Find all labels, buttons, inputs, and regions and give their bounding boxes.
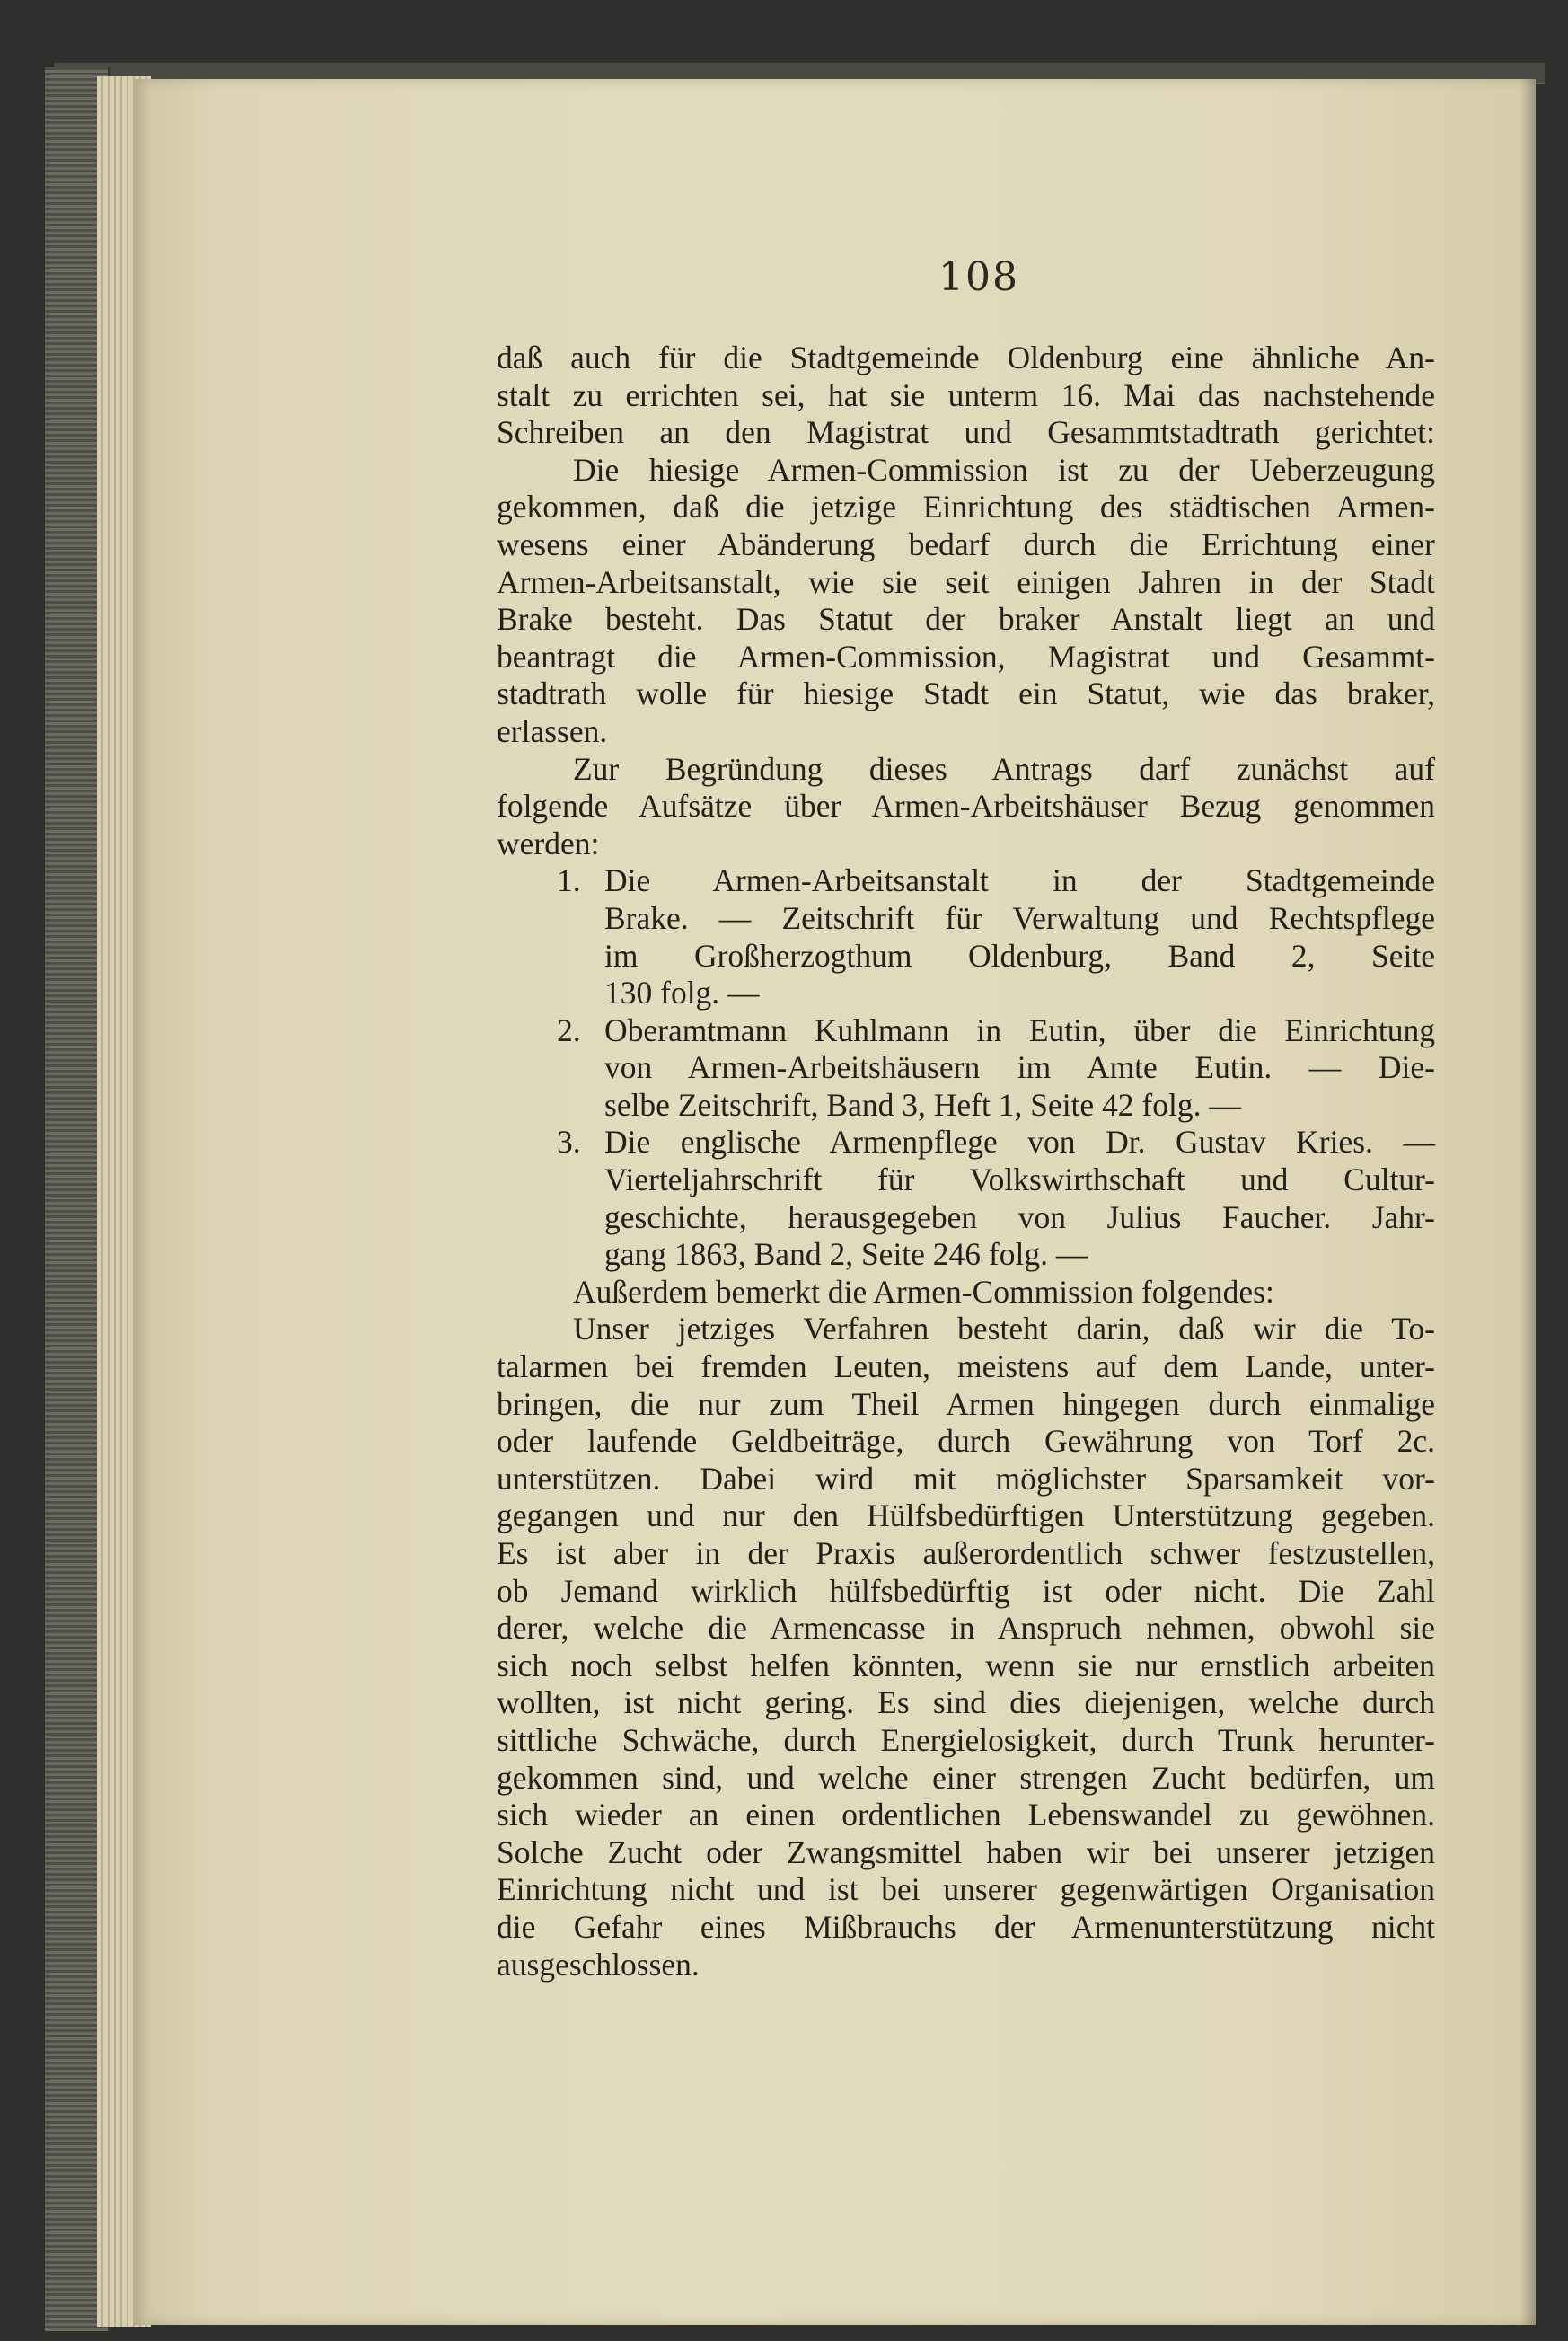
list-item-line: geschichte, herausgegeben von Julius Faucher. Jahr- [604,1198,1435,1235]
page-text [497,340,1435,1983]
text-line: ausgeschlossen. [497,1946,700,1983]
list-item [497,1124,1435,1273]
text-line: unterstützen. Dabei wird mit möglichster Sparsamkeit vor- [497,1460,1435,1497]
list-item-line: Oberamtmann Kuhlmann in Eutin, über die Einrichtung [604,1011,1435,1048]
text-line: Schreiben an den Magistrat und Gesammtstadtrath gerichtet: [497,414,1435,451]
text-line: folgende Aufsätze über Armen-Arbeitshäuser Bezug genommen [497,788,1435,825]
text-line: Unser jetziges Verfahren besteht darin, daß wir die To- [573,1311,1435,1347]
text-line: daß auch für die Stadtgemeinde Oldenburg eine ähnliche An- [497,340,1435,375]
text-line: wollten, ist nicht gering. Es sind dies diejenigen, welche durch [497,1684,1435,1721]
text-line: stalt zu errichten sei, hat sie unterm 16. Mai das nachstehende [497,376,1435,413]
text-line: wesens einer Abänderung bedarf durch die Errichtung einer [497,526,1435,562]
page-gutter-shadow [1520,79,1536,2325]
text-line: Brake besteht. Das Statut der braker Anstalt liegt an und [497,601,1435,638]
text-line: Außerdem bemerkt die Armen-Commission folgendes: [573,1273,1274,1310]
text-line: gekommen, daß die jetzige Einrichtung des städtischen Armen- [497,489,1435,526]
list-item-line: gang 1863, Band 2, Seite 246 folg. — [604,1236,1088,1273]
list-item-line: Brake. — Zeitschrift für Verwaltung und Rechtspflege [604,899,1435,936]
text-line: derer, welche die Armencasse in Anspruch nehmen, obwohl sie [497,1610,1435,1647]
list-item [497,862,1435,1011]
list-item-number: 3. [557,1124,581,1161]
text-line: sich wieder an einen ordentlichen Lebenswandel zu gewöhnen. [497,1797,1435,1833]
text-line: Zur Begründung dieses Antrags darf zunächst auf [573,750,1435,787]
text-line: die Gefahr eines Mißbrauchs der Armenunterstützung nicht [497,1908,1435,1945]
text-line: Die hiesige Armen-Commission ist zu der Ueberzeugung [573,451,1435,488]
list-item-number: 1. [557,862,581,899]
text-line: sich noch selbst helfen könnten, wenn sie nur ernstlich arbeiten [497,1647,1435,1683]
list-item-line: von Armen-Arbeitshäusern im Amte Eutin. — Die- [604,1049,1435,1086]
text-line: bringen, die nur zum Theil Armen hingegen durch einmalige [497,1385,1435,1422]
text-line: sittliche Schwäche, durch Energielosigkeit, durch Trunk herunter- [497,1721,1435,1758]
text-line: stadtrath wolle für hiesige Stadt ein Statut, wie das braker, [497,676,1435,712]
text-line: Es ist aber in der Praxis außerordentlich schwer festzustellen, [497,1535,1435,1571]
list-item-line: Vierteljahrschrift für Volkswirthschaft und Cultur- [604,1162,1435,1198]
text-line: Armen-Arbeitsanstalt, wie sie seit einigen Jahren in der Stadt [497,563,1435,600]
text-line: oder laufende Geldbeiträge, durch Gewährung von Torf 2c. [497,1423,1435,1460]
text-line: ob Jemand wirklich hülfsbedürftig ist oder nicht. Die Zahl [497,1572,1435,1609]
text-line: werden: [497,825,600,861]
text-line: beantragt die Armen-Commission, Magistrat und Gesammt- [497,638,1435,675]
list-item-number: 2. [557,1011,581,1048]
text-line: erlassen. [497,712,608,749]
list-item-line: selbe Zeitschrift, Band 3, Heft 1, Seite 42 folg. — [604,1086,1241,1123]
list-item-line: Die englische Armenpflege von Dr. Gustav Kries. — [604,1124,1435,1161]
text-line: gegangen und nur den Hülfsbedürftigen Unterstützung gegeben. [497,1497,1435,1534]
list-item [497,1012,1435,1125]
page-number: 108 [938,254,1019,300]
text-line: Solche Zucht oder Zwangsmittel haben wir bei unserer jetzigen [497,1833,1435,1870]
list-item-line: 130 folg. — [604,975,760,1011]
list-item-line: Die Armen-Arbeitsanstalt in der Stadtgemeinde [604,862,1435,899]
text-line: gekommen sind, und welche einer strengen Zucht bedürfen, um [497,1759,1435,1796]
text-line: talarmen bei fremden Leuten, meistens auf dem Lande, unter- [497,1348,1435,1385]
list-item-line: im Großherzogthum Oldenburg, Band 2, Seite [604,937,1435,974]
text-line: Einrichtung nicht und ist bei unserer gegenwärtigen Organisation [497,1871,1435,1908]
